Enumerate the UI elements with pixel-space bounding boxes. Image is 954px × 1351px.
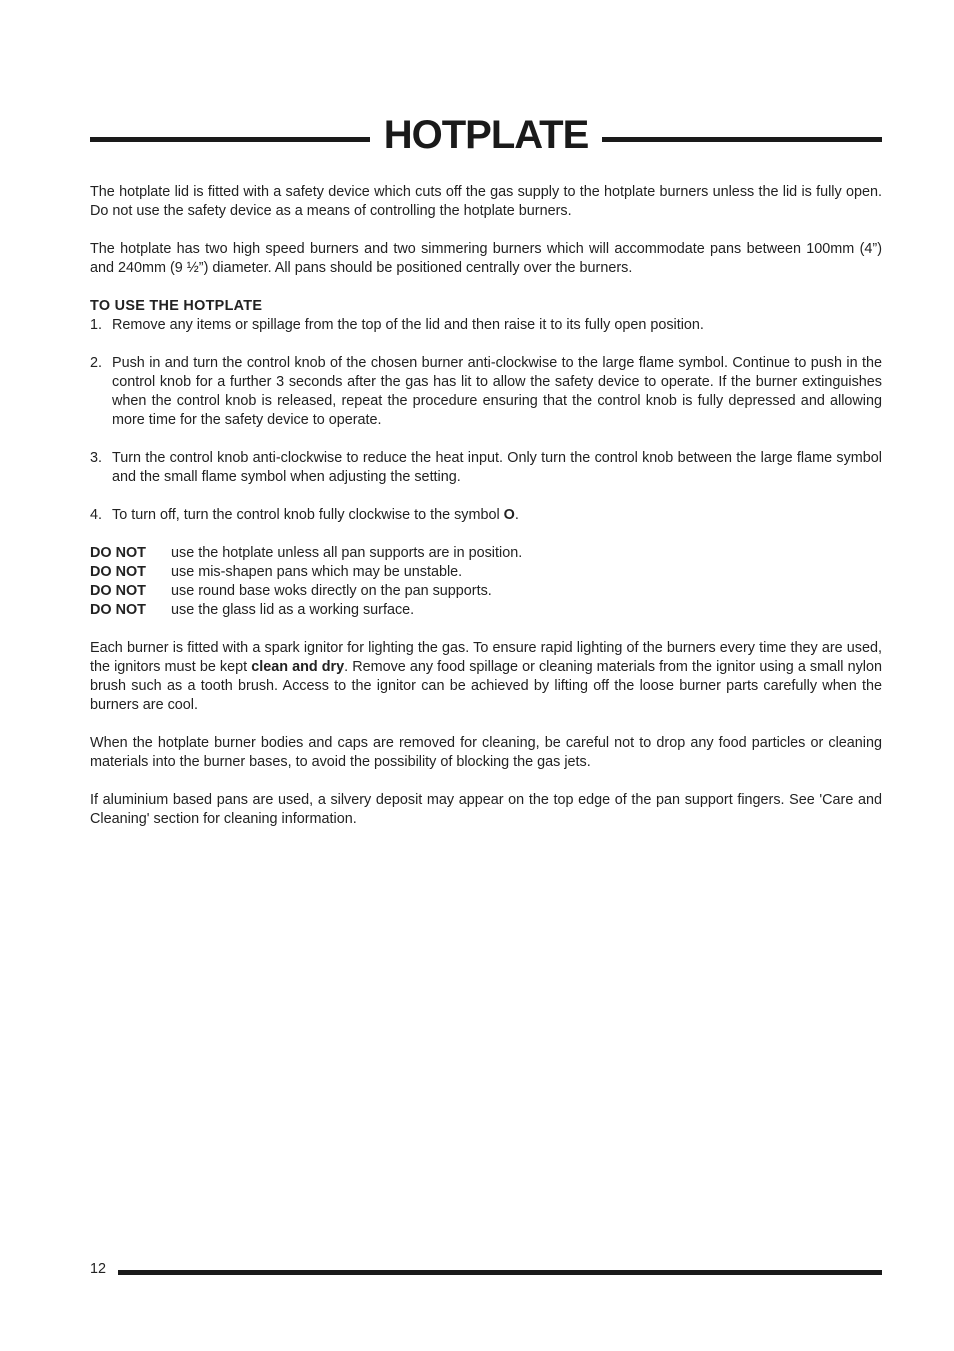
do-not-text: use the glass lid as a working surface.: [171, 602, 415, 618]
step-text: Push in and turn the control knob of the chosen burner anti-clockwise to the large flame symbol. Continue to push in the control knob for a further 3 seconds after the gas has lit to allow the safety device to operate. If the burner extinguishes when the control knob is released, repeat the procedure ensuring that the control knob is fully depressed and allowing more time for the safety device to operate.: [112, 355, 882, 428]
step-text: Turn the control knob anti-clockwise to reduce the heat input. Only turn the control knob between the large flame symbol and the small flame symbol when adjusting the setting.: [112, 450, 882, 485]
step-number: 1.: [90, 317, 103, 333]
page-content: [90, 183, 882, 848]
step-item: [90, 316, 882, 335]
section-heading: TO USE THE HOTPLATE: [90, 298, 263, 314]
ignitor-emphasis: clean and dry: [251, 659, 345, 675]
step-number: 2.: [90, 355, 103, 371]
title-rule-right: [602, 137, 882, 142]
do-not-text: use the hotplate unless all pan supports are in position.: [171, 545, 523, 561]
do-not-item: [90, 601, 882, 620]
cleaning-paragraph: When the hotplate burner bodies and caps are removed for cleaning, be careful not to drop any food particles or cleaning materials into the burner bases, to avoid the possibility of blocking the gas jets.: [90, 735, 882, 770]
step-number: 3.: [90, 450, 103, 466]
ignitor-text-after: . Remove any food spillage or cleaning materials from the ignitor using a small nylon brush such as a tooth brush. Access to the ignitor can be achieved by lifting off the loose burner parts carefully when the burners are cool.: [90, 659, 882, 713]
footer-rule: [118, 1270, 882, 1275]
ignitor-paragraph: [90, 639, 882, 715]
step-item: [90, 449, 882, 487]
step-item: [90, 354, 882, 430]
do-not-label: DO NOT: [90, 564, 146, 580]
do-not-label: DO NOT: [90, 545, 146, 561]
page-title: HOTPLATE: [383, 113, 589, 157]
step-item: [90, 506, 882, 525]
step-text-after: .: [514, 507, 519, 523]
title-rule-left: [90, 137, 370, 142]
title-row: [90, 112, 882, 158]
ignitor-text-before: Each burner is fitted with a spark ignitor for lighting the gas. To ensure rapid lighting of the burners every time they are used, the ignitors must be kept: [90, 640, 882, 675]
intro-paragraph-burners: The hotplate has two high speed burners and two simmering burners which will accommodate pans between 100mm (4”) and 240mm (9 ½”) diameter. All pans should be positioned centrally over the burners.: [90, 241, 882, 276]
do-not-label: DO NOT: [90, 602, 146, 618]
step-text: [112, 506, 882, 525]
off-symbol: O: [503, 507, 515, 523]
do-not-text: use mis-shapen pans which may be unstable.: [171, 564, 463, 580]
intro-paragraph-safety: The hotplate lid is fitted with a safety device which cuts off the gas supply to the hotplate burners unless the lid is fully open. Do not use the safety device as a means of controlling the hotplate burners.: [90, 184, 882, 219]
page-footer: [90, 1258, 882, 1280]
step-text: Remove any items or spillage from the top of the lid and then raise it to its fully open position.: [112, 317, 704, 333]
step-number: 4.: [90, 507, 103, 523]
page-number: 12: [90, 1261, 107, 1277]
do-not-item: [90, 582, 882, 601]
do-not-text: use round base woks directly on the pan supports.: [171, 583, 492, 599]
step-text-before: To turn off, turn the control knob fully clockwise to the symbol: [112, 507, 504, 523]
aluminium-paragraph: If aluminium based pans are used, a silvery deposit may appear on the top edge of the pan support fingers. See 'Care and Cleaning' section for cleaning information.: [90, 792, 882, 827]
do-not-item: [90, 563, 882, 582]
do-not-label: DO NOT: [90, 583, 146, 599]
do-not-list: [90, 544, 882, 620]
do-not-item: [90, 544, 882, 563]
